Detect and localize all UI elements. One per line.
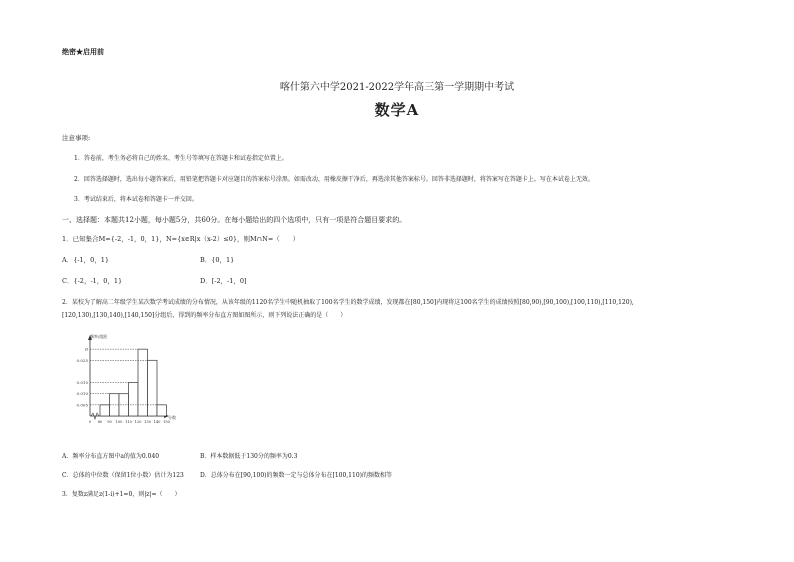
- exam-title: 喀什第六中学2021-2022学年高三第一学期期中考试: [279, 82, 515, 93]
- x-tick-label-4: 100: [115, 420, 123, 424]
- subject-title: 数学A: [374, 101, 420, 119]
- notice-item-3: 3．考试结束后，将本试卷和答题卡一并交回。: [74, 196, 198, 203]
- y-tick-label-3: 0.015: [76, 380, 88, 386]
- x-tick-label-8: 140: [153, 420, 161, 424]
- x-tick-label-9: 150: [163, 420, 170, 424]
- y-tick-label-5: 0.005: [76, 402, 88, 408]
- question-2-option-b: B．样本数据低于130分的频率为0.3: [200, 453, 298, 460]
- confidential-label: 绝密★启用前: [62, 47, 104, 56]
- frequency-histogram: [60, 330, 220, 430]
- notice-heading: 注意事项:: [62, 134, 91, 142]
- x-axis-label: 分数: [168, 415, 176, 420]
- x-tick-label-2: 80: [97, 420, 103, 424]
- question-2-option-a: A．频率分布直方图中a的值为0.040: [62, 453, 160, 460]
- x-tick-label-3: 90: [107, 420, 112, 424]
- y-tick-label-4: 0.010: [76, 391, 88, 397]
- histogram-bar-7: [157, 405, 167, 416]
- x-tick-label-5: 110: [125, 420, 132, 424]
- y-tick-label-1: a: [85, 346, 88, 353]
- question-2-stem-line-1: 2．某校为了解高二年级学生某次数学考试成绩的分布情况，从该年级的1120名学生中随机抽取了100名学生的数学成绩，发现都在[80,150]内现将这100名学生的成绩按照[80,90),[90,100),[100,110),[110,120),: [62, 299, 634, 306]
- histogram-bar-6: [148, 360, 158, 416]
- histogram-bar-4: [129, 383, 139, 416]
- question-2-stem-line-2: [120,130),[130,140),[140,150]分组后，得到的频率分布直方图如图所示，则下列说法正确的是（ ）: [62, 312, 347, 319]
- question-1-option-b: B．{0，1}: [200, 256, 235, 264]
- x-tick-label-1: 0: [88, 420, 92, 424]
- question-1-option-a: A．{-1，0，1}: [62, 256, 110, 264]
- section-1-heading: 一、选择题：本题共12小题，每小题5分，共60分。在每小题给出的四个选项中，只有一项是符合题目要求的。: [62, 216, 407, 224]
- histogram-bar-5: [138, 349, 148, 416]
- question-2-option-c: C．总体的中位数（保留1位小数）估计为123: [62, 472, 184, 479]
- x-tick-label-6: 120: [134, 420, 142, 424]
- notice-item-2: 2．回答选择题时，选出每小题答案后，用铅笔把答题卡对应题目的答案标号涂黑。如需改动，用橡皮擦干净后，再选涂其他答案标号。回答非选择题时，将答案写在答题卡上。写在本试卷上无效。: [74, 176, 594, 183]
- question-1-option-c: C．{-2，-1，0，1}: [62, 277, 123, 285]
- question-1-option-d: D．[-2，-1，0]: [200, 277, 247, 285]
- question-2-option-d: D．总体分布在[90,100)的频数一定与总体分布在[100,110)的频数相等: [200, 472, 392, 479]
- question-1-stem: 1．已知集合M={-2，-1，0，1}，N={x∈R|x（x-2）≤0}，则M∩N=（ ）: [62, 235, 300, 243]
- y-tick-label-2: 0.025: [76, 357, 88, 363]
- y-axis-label: 频率/组距: [90, 334, 108, 339]
- x-tick-label-7: 130: [144, 420, 151, 424]
- question-3-stem: 3．复数z满足z(1-i)+1=0，则|z|=（ ）: [62, 491, 181, 498]
- histogram-bar-1: [100, 405, 110, 416]
- notice-item-1: 1．答卷前，考生务必将自己的姓名、考生号等填写在答题卡和试卷指定位置上。: [74, 155, 288, 162]
